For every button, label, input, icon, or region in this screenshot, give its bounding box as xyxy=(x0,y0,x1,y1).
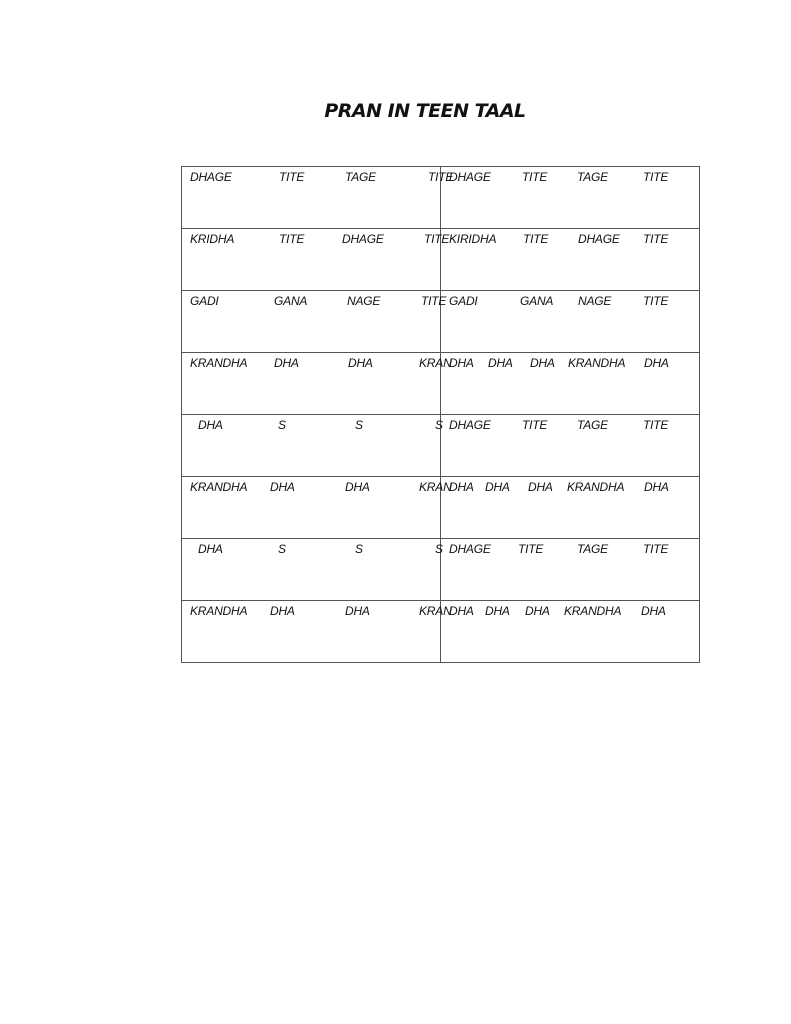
bol-syllable: TITE xyxy=(428,170,454,184)
teen-taal-grid xyxy=(181,166,700,663)
grid-cell-right xyxy=(441,229,700,291)
bol-syllable: DHA xyxy=(485,480,510,494)
bol-syllable: TITE xyxy=(522,170,548,184)
bol-syllable: DHA xyxy=(449,480,474,494)
bol-syllable: S xyxy=(435,542,443,556)
bol-syllable: S xyxy=(435,418,443,432)
grid-cell-right xyxy=(441,601,700,663)
bol-syllable: KRIDHA xyxy=(190,232,235,246)
grid-cell-left xyxy=(182,291,447,353)
table-row xyxy=(182,601,700,663)
bol-syllable: KRANDHA xyxy=(190,604,248,618)
grid-cell-right xyxy=(441,167,700,229)
grid-cell-left xyxy=(182,229,450,291)
bol-syllable: DHAGE xyxy=(449,170,491,184)
bol-syllable: KRANDHA xyxy=(568,356,626,370)
bol-syllable: NAGE xyxy=(578,294,612,308)
bol-syllable: TITE xyxy=(279,170,305,184)
bol-syllable: TITE xyxy=(522,418,548,432)
bol-syllable: DHA xyxy=(644,356,669,370)
bol-syllable: DHA xyxy=(270,480,295,494)
grid-cell-left xyxy=(182,601,452,663)
bol-syllable: DHA xyxy=(345,604,370,618)
table-row xyxy=(182,167,700,229)
grid-cell-right xyxy=(441,353,700,415)
bol-syllable: TAGE xyxy=(577,542,608,556)
bol-syllable: KRAN xyxy=(419,604,452,618)
bol-syllable: GANA xyxy=(274,294,308,308)
bol-syllable: TAGE xyxy=(345,170,376,184)
grid-cell-left xyxy=(182,415,441,477)
bol-syllable: DHA xyxy=(198,418,223,432)
bol-syllable: DHA xyxy=(345,480,370,494)
bol-syllable: DHAGE xyxy=(190,170,232,184)
bol-syllable: DHAGE xyxy=(449,542,491,556)
bol-syllable: KRAN xyxy=(419,356,452,370)
bol-syllable: TITE xyxy=(643,294,669,308)
bol-syllable: DHAGE xyxy=(342,232,384,246)
table-row xyxy=(182,353,700,415)
bol-syllable: GADI xyxy=(190,294,219,308)
bol-syllable: TITE xyxy=(279,232,305,246)
bol-syllable: KRANDHA xyxy=(564,604,622,618)
bol-syllable: DHA xyxy=(198,542,223,556)
table-row xyxy=(182,291,700,353)
bol-syllable: KIRIDHA xyxy=(449,232,497,246)
table-row xyxy=(182,477,700,539)
table-row xyxy=(182,415,700,477)
bol-syllable: DHA xyxy=(270,604,295,618)
bol-syllable: TITE xyxy=(523,232,549,246)
bol-syllable: TITE xyxy=(643,232,669,246)
bol-syllable: S xyxy=(278,542,286,556)
bol-syllable: TITE xyxy=(421,294,447,308)
bol-syllable: S xyxy=(278,418,286,432)
bol-syllable: DHA xyxy=(449,604,474,618)
bol-syllable: S xyxy=(355,418,363,432)
grid-cell-left xyxy=(182,353,452,415)
grid-cell-right xyxy=(441,415,700,477)
bol-syllable: TAGE xyxy=(577,418,608,432)
bol-syllable: DHA xyxy=(525,604,550,618)
bol-syllable: GADI xyxy=(449,294,478,308)
grid-cell-left xyxy=(182,167,454,229)
bol-syllable: DHA xyxy=(528,480,553,494)
grid-cell-right xyxy=(441,291,700,353)
bol-syllable: KRANDHA xyxy=(190,356,248,370)
bol-syllable: GANA xyxy=(520,294,554,308)
page-title: PRAN IN TEEN TAAL xyxy=(324,100,526,122)
bol-syllable: TITE xyxy=(518,542,544,556)
bol-syllable: S xyxy=(355,542,363,556)
grid-cell-right xyxy=(441,539,700,601)
bol-syllable: DHA xyxy=(274,356,299,370)
bol-syllable: DHAGE xyxy=(449,418,491,432)
bol-syllable: DHA xyxy=(641,604,666,618)
bol-syllable: TITE xyxy=(643,170,669,184)
bol-syllable: NAGE xyxy=(347,294,381,308)
grid-cell-right xyxy=(441,477,700,539)
grid-cell-left xyxy=(182,477,452,539)
table-row xyxy=(182,539,700,601)
bol-syllable: DHA xyxy=(644,480,669,494)
bol-syllable: DHA xyxy=(530,356,555,370)
bol-syllable: TITE xyxy=(424,232,450,246)
bol-syllable: KRAN xyxy=(419,480,452,494)
bol-syllable: DHAGE xyxy=(578,232,620,246)
bol-syllable: TITE xyxy=(643,542,669,556)
bol-syllable: TAGE xyxy=(577,170,608,184)
bol-syllable: DHA xyxy=(485,604,510,618)
bol-syllable: KRANDHA xyxy=(190,480,248,494)
bol-syllable: TITE xyxy=(643,418,669,432)
table-row xyxy=(182,229,700,291)
bol-syllable: DHA xyxy=(449,356,474,370)
bol-syllable: KRANDHA xyxy=(567,480,625,494)
bol-syllable: DHA xyxy=(348,356,373,370)
bol-syllable: DHA xyxy=(488,356,513,370)
grid-cell-left xyxy=(182,539,441,601)
